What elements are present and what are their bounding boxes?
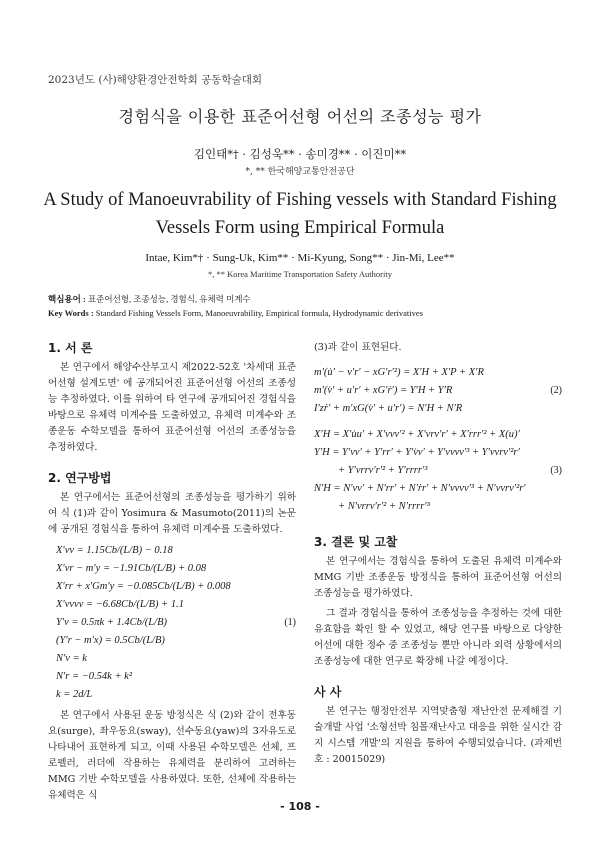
equation-1-line: N′r = −0.54k + k²	[56, 671, 132, 682]
keywords-korean-text: 표준어선형, 조종성능, 경험식, 유체력 미계수	[87, 294, 251, 304]
acknowledgement-heading: 사 사	[314, 685, 342, 699]
section-2-paragraph-2: 본 연구에서 사용된 운동 방정식은 식 (2)와 같이 전후동요(surge), 좌우동요(sway), 선수동요(yaw)의 3자유도로 나타내어 표현하게 되고, 이때 사용된 수학모델은 선체, 프로펠러, 러더에 작용하는 유체력을 분리하여 고려하는 MMG 기반 수학모델을 사용하였다. 또한, 선체에 작용하는 유체력은 식	[48, 710, 296, 801]
equation-1-line: (Y′r − m′x) = 0.5Cb/(L/B)	[56, 635, 165, 646]
right-column	[314, 340, 562, 768]
section-1-paragraph: 본 연구에서 해양수산부고시 제2022-52호 '차세대 표준어선형 설계도면' 에 공개되어진 표준어선형 어선의 조종성능 추정하였다. 이를 위하여 타 연구에 공개되어진 경험식을 바탕으로 유체력 미계수를 도출하였고, 유체력 미계수와 조종운동 수학모델을 통하여 표준어선형 어선의 조종성능을 추정하였다.	[48, 362, 296, 453]
equation-2-block	[314, 364, 562, 418]
equation-2-line: I′zṙ′ + m′xG(v̇′ + u′r′) = N′H + N′R	[314, 403, 463, 414]
section-2-heading: 2. 연구방법	[48, 471, 112, 485]
equation-1-number: (1)	[284, 617, 296, 628]
equation-1-line: Y′v = 0.5πk + 1.4Cb/(L/B)	[56, 617, 167, 628]
section-3-paragraph-1: 본 연구에서는 경험식을 통하여 도출된 유체력 미계수와 MMG 기반 조종운동 방정식을 통하여 표준어선형 어선의 조종성능을 평가하였다.	[314, 556, 562, 599]
equation-2-line: m′(u̇′ − v′r′ − xG′r′²) = X′H + X′P + X′R	[314, 367, 484, 378]
title-korean: 경험식을 이용한 표준어선형 어선의 조종성능 평가	[118, 107, 482, 126]
section-2-paragraph-1: 본 연구에서는 표준어선형의 조종성능을 평가하기 위하여 식 (1)과 같이 Yosimura & Masumoto(2011)의 논문에 공개된 경험식을 통하여 유체력 미계수를 도출하였다.	[48, 492, 296, 535]
keywords-english-label: Key Words :	[48, 308, 94, 318]
keywords-english	[48, 308, 423, 318]
equation-3-line: + N′vrrv′r′² + N′rrrr′³	[338, 501, 430, 512]
section-3-paragraph-2: 그 결과 경험식을 통하여 조종성능을 추정하는 것에 대한 유효함을 확인 할 수 있었고, 해당 연구를 바탕으로 다양한 어선에 대한 정수 중 조종성능 뿐만 아니라 외력 상황에서의 조종성능에 대한 연구로 확장해 나갈 예정이다.	[314, 608, 562, 667]
keywords-korean-label: 핵심용어 :	[48, 294, 86, 304]
authors-english: Intae, Kim*† · Sung-Uk, Kim** · Mi-Kyung, Song** · Jin-Mi, Lee**	[145, 252, 455, 264]
title-english-line1: A Study of Manoeuvrability of Fishing vessels with Standard Fishing	[43, 190, 557, 210]
equation-2-number: (2)	[550, 385, 562, 396]
title-english	[40, 186, 560, 242]
equation-3-line: N′H = N′vv′ + N′rr′ + N′ṙr′ + N′vvvv′³ + N′vvrv′²r′	[314, 483, 526, 494]
equation-3-line: + Y′vrrv′r′² + Y′rrrr′³	[338, 465, 428, 476]
page-number: - 108 -	[280, 800, 320, 813]
equation-1-line: N′v = k	[56, 653, 87, 664]
affiliation-english: *, ** Korea Maritime Transportation Safety Authority	[208, 269, 392, 279]
equation-1-line: k = 2d/L	[56, 689, 93, 700]
keywords-korean	[48, 293, 251, 305]
left-column	[48, 340, 296, 804]
title-english-line2: Vessels Form using Empirical Formula	[155, 218, 445, 238]
equation-2-line: m′(v̇′ + u′r′ + xG′ṙ′) = Y′H + Y′R	[314, 385, 453, 396]
equation-1-line: X′rr + x′Gm′y = −0.085Cb/(L/B) + 0.008	[56, 581, 231, 592]
acknowledgement-paragraph: 본 연구는 행정안전부 지역맞춤형 재난안전 문제해결 기술개발 사업 '소형선박 침몰재난사고 대응을 위한 실시간 감지 시스템 개발'의 지원을 통하여 수행되었습니다. (과제번호 : 20015029)	[314, 706, 562, 765]
equation-3-line: Y′H = Y′vv′ + Y′rr′ + Y′v̇v′ + Y′vvvv′³ + Y′vvrv′²r′	[314, 447, 520, 458]
equation-3-line: X′H = X′u̇u′ + X′vvv′² + X′vrv′r′ + X′rrr′² + X(u)′	[314, 429, 520, 440]
affiliation-korean: *, ** 한국해양교통안전공단	[245, 167, 355, 177]
equation-1-line: X′vr − m′y = −1.91Cb/(L/B) + 0.08	[56, 563, 207, 574]
equation-intro-text: (3)과 같이 표현된다.	[314, 342, 402, 353]
equation-1-line: X′vvvv = −6.68Cb/(L/B) + 1.1	[56, 599, 184, 610]
equation-1-block	[48, 542, 296, 704]
equation-3-number: (3)	[550, 465, 562, 476]
equation-1-line: X′vv = 1.15Cb/(L/B) − 0.18	[56, 545, 173, 556]
conference-header: 2023년도 (사)해양환경안전학회 공동학술대회	[48, 74, 263, 86]
section-3-heading: 3. 결론 및 고찰	[314, 535, 398, 549]
authors-korean: 김인태*† · 김성욱** · 송미경** · 이진미**	[193, 147, 407, 161]
keywords-english-text: Standard Fishing Vessels Form, Manoeuvrability, Empirical formula, Hydrodynamic derivatives	[95, 308, 423, 318]
section-1-heading: 1. 서 론	[48, 341, 93, 355]
equation-3-block	[314, 426, 562, 516]
